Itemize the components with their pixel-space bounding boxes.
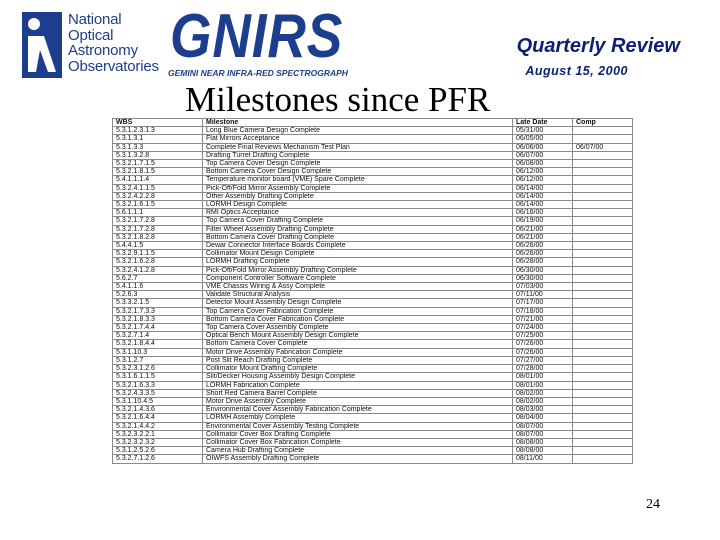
cell-late-date: 07/24/00 — [513, 324, 573, 332]
cell-milestone: Long Blue Camera Design Complete — [203, 127, 513, 135]
cell-comp — [573, 233, 633, 241]
org-line: Astronomy — [68, 42, 138, 59]
cell-late-date: 07/26/00 — [513, 348, 573, 356]
column-header-comp: Comp — [573, 119, 633, 127]
cell-wbs: 5.4.4.1.5 — [113, 242, 203, 250]
cell-wbs: 5.3.2.4.3.3.5 — [113, 389, 203, 397]
cell-milestone: Slit/Decker Housing Assembly Design Complete — [203, 373, 513, 381]
cell-wbs: 5.2.6.3 — [113, 291, 203, 299]
gnirs-logo: GNIRS — [170, 2, 344, 71]
cell-comp — [573, 201, 633, 209]
cell-late-date: 08/02/00 — [513, 389, 573, 397]
cell-comp — [573, 242, 633, 250]
table-body — [113, 127, 633, 463]
cell-comp — [573, 324, 633, 332]
cell-comp — [573, 414, 633, 422]
cell-milestone: Flat Mirrors Acceptance — [203, 135, 513, 143]
cell-wbs: 5.3.2.4.1.1.5 — [113, 184, 203, 192]
cell-wbs: 5.3.2.1.7.3.3 — [113, 307, 203, 315]
cell-wbs: 5.3.2.4.1.2.8 — [113, 266, 203, 274]
table-row — [113, 356, 633, 364]
table-row — [113, 151, 633, 159]
table-row — [113, 283, 633, 291]
cell-late-date: 08/11/00 — [513, 455, 573, 463]
cell-milestone: LORMH Design Complete — [203, 201, 513, 209]
cell-late-date: 06/12/00 — [513, 176, 573, 184]
cell-milestone: Post Slit Reach Drafting Complete — [203, 356, 513, 364]
cell-late-date: 06/16/00 — [513, 209, 573, 217]
cell-milestone: Optical Bench Mount Assembly Design Complete — [203, 332, 513, 340]
cell-wbs: 5.3.2.1.4.3.6 — [113, 406, 203, 414]
table-row — [113, 438, 633, 446]
cell-late-date: 08/03/00 — [513, 406, 573, 414]
cell-late-date: 06/14/00 — [513, 201, 573, 209]
slide-title: Milestones since PFR — [185, 80, 491, 119]
table-row — [113, 381, 633, 389]
org-line: Observatories — [68, 57, 159, 75]
cell-wbs: 5.3.2.9.1.1.5 — [113, 250, 203, 258]
cell-late-date: 06/19/00 — [513, 217, 573, 225]
table-row — [113, 233, 633, 241]
cell-wbs: 5.3.1.3.1 — [113, 135, 203, 143]
cell-late-date: 06/26/00 — [513, 250, 573, 258]
cell-wbs: 5.3.1.2.7 — [113, 356, 203, 364]
table-row — [113, 184, 633, 192]
cell-comp — [573, 340, 633, 348]
cell-milestone: Collimator Mount Design Complete — [203, 250, 513, 258]
cell-comp — [573, 176, 633, 184]
organization-name — [68, 12, 159, 74]
cell-wbs: 5.3.2.3.2.3.2 — [113, 438, 203, 446]
cell-wbs: 5.3.2.1.7.4.4 — [113, 324, 203, 332]
table-row — [113, 168, 633, 176]
gnirs-logo-subtitle: GEMINI NEAR INFRA-RED SPECTROGRAPH — [168, 68, 348, 78]
cell-comp — [573, 266, 633, 274]
table-row — [113, 258, 633, 266]
cell-comp — [573, 184, 633, 192]
cell-late-date: 06/08/00 — [513, 160, 573, 168]
table-row — [113, 160, 633, 168]
table-row — [113, 430, 633, 438]
cell-milestone: RMI Optics Acceptance — [203, 209, 513, 217]
cell-milestone: LORMH Assembly Complete — [203, 414, 513, 422]
cell-comp — [573, 307, 633, 315]
table-row — [113, 127, 633, 135]
cell-late-date: 06/05/00 — [513, 135, 573, 143]
table-row — [113, 201, 633, 209]
table-row — [113, 291, 633, 299]
column-header-late-date: Late Date — [513, 119, 573, 127]
cell-milestone: Bottom Camera Cover Fabrication Complete — [203, 315, 513, 323]
cell-comp — [573, 373, 633, 381]
table-row — [113, 365, 633, 373]
table-row — [113, 242, 633, 250]
table-row — [113, 455, 633, 463]
cell-milestone: Pick-Off/Fold Mirror Assembly Drafting Complete — [203, 266, 513, 274]
cell-milestone: Bottom Camera Cover Complete — [203, 340, 513, 348]
cell-wbs: 5.3.2.1.4.4.2 — [113, 422, 203, 430]
cell-milestone: LORMH Fabrication Complete — [203, 381, 513, 389]
cell-milestone: Other Assembly Drafting Complete — [203, 192, 513, 200]
cell-wbs: 5.3.1.2.5.2.6 — [113, 447, 203, 455]
cell-late-date: 08/01/00 — [513, 373, 573, 381]
cell-milestone: Motor Drive Assembly Fabrication Complete — [203, 348, 513, 356]
cell-wbs: 5.3.2.1.6.3.3 — [113, 381, 203, 389]
cell-wbs: 5.3.1.10.4.5 — [113, 397, 203, 405]
cell-comp — [573, 447, 633, 455]
cell-comp — [573, 299, 633, 307]
cell-wbs: 5.3.3.2.1.5 — [113, 299, 203, 307]
cell-comp — [573, 274, 633, 282]
cell-wbs: 5.3.1.10.3 — [113, 348, 203, 356]
table-row — [113, 414, 633, 422]
cell-milestone: Collimator Cover Box Fabrication Complete — [203, 438, 513, 446]
cell-comp — [573, 315, 633, 323]
cell-late-date: 08/02/00 — [513, 397, 573, 405]
cell-wbs: 5.4.1.1.1.4 — [113, 176, 203, 184]
cell-wbs: 5.3.2.7.1.2.6 — [113, 455, 203, 463]
cell-milestone: Filter Wheel Assembly Drafting Complete — [203, 225, 513, 233]
column-header-milestone: Milestone — [203, 119, 513, 127]
table-row — [113, 209, 633, 217]
cell-comp — [573, 192, 633, 200]
cell-comp — [573, 283, 633, 291]
cell-wbs: 5.6.2.7 — [113, 274, 203, 282]
table-row — [113, 348, 633, 356]
cell-wbs: 5.3.2.1.8.4.4 — [113, 340, 203, 348]
cell-late-date: 08/08/00 — [513, 447, 573, 455]
table-row — [113, 176, 633, 184]
table-row — [113, 447, 633, 455]
cell-late-date: 06/30/00 — [513, 266, 573, 274]
cell-wbs: 5.3.2.1.7.2.8 — [113, 225, 203, 233]
cell-late-date: 08/08/00 — [513, 438, 573, 446]
cell-wbs: 5.3.1.3.2.8 — [113, 151, 203, 159]
cell-comp — [573, 389, 633, 397]
cell-late-date: 07/26/00 — [513, 340, 573, 348]
cell-comp — [573, 381, 633, 389]
table-header-row — [113, 119, 633, 127]
cell-wbs: 5.3.2.1.8.3.3 — [113, 315, 203, 323]
cell-milestone: OIWFS Assembly Drafting Complete — [203, 455, 513, 463]
table-row — [113, 397, 633, 405]
org-line: Optical — [68, 26, 114, 44]
table-row — [113, 217, 633, 225]
table-row — [113, 389, 633, 397]
cell-wbs: 5.3.2.7.1.4 — [113, 332, 203, 340]
cell-milestone: Temperature monitor board (VME) Spare Complete — [203, 176, 513, 184]
cell-late-date: 06/26/00 — [513, 242, 573, 250]
cell-comp — [573, 225, 633, 233]
cell-milestone: Top Camera Cover Drafting Complete — [203, 217, 513, 225]
cell-comp — [573, 422, 633, 430]
cell-comp — [573, 348, 633, 356]
cell-milestone: Collimator Mount Drafting Complete — [203, 365, 513, 373]
cell-milestone: VME Chassis Wiring & Assy Complete — [203, 283, 513, 291]
cell-wbs: 5.3.2.1.6.4.4 — [113, 414, 203, 422]
cell-milestone: Component Controller Software Complete — [203, 274, 513, 282]
cell-milestone: Dewar Connector Interface Boards Complete — [203, 242, 513, 250]
cell-late-date: 07/17/00 — [513, 299, 573, 307]
cell-late-date: 06/14/00 — [513, 184, 573, 192]
cell-milestone: Collimator Cover Box Drafting Complete — [203, 430, 513, 438]
review-title: Quarterly Review — [516, 35, 680, 57]
cell-comp — [573, 430, 633, 438]
cell-late-date: 06/30/00 — [513, 274, 573, 282]
table-row — [113, 192, 633, 200]
cell-wbs: 5.3.2.3.1.2.6 — [113, 365, 203, 373]
table-row — [113, 225, 633, 233]
cell-comp — [573, 151, 633, 159]
table-row — [113, 324, 633, 332]
cell-comp — [573, 438, 633, 446]
cell-comp — [573, 406, 633, 414]
table-row — [113, 340, 633, 348]
table-row — [113, 299, 633, 307]
cell-milestone: Top Camera Cover Assembly Complete — [203, 324, 513, 332]
cell-late-date: 08/01/00 — [513, 381, 573, 389]
cell-wbs: 5.3.2.1.6.1.5 — [113, 201, 203, 209]
cell-comp — [573, 127, 633, 135]
cell-milestone: LORMH Drafting Complete — [203, 258, 513, 266]
noao-logo-icon — [22, 12, 62, 78]
cell-late-date: 07/28/00 — [513, 365, 573, 373]
cell-late-date: 07/11/00 — [513, 291, 573, 299]
table-row — [113, 373, 633, 381]
cell-late-date: 06/14/00 — [513, 192, 573, 200]
cell-comp — [573, 332, 633, 340]
cell-late-date: 07/25/00 — [513, 332, 573, 340]
table-row — [113, 315, 633, 323]
cell-milestone: Complete Final Reviews Mechanism Test Plan — [203, 143, 513, 151]
cell-milestone: Top Camera Cover Design Complete — [203, 160, 513, 168]
table-row — [113, 274, 633, 282]
cell-wbs: 5.3.1.2.3.1.3 — [113, 127, 203, 135]
cell-comp — [573, 250, 633, 258]
table-row — [113, 135, 633, 143]
cell-milestone: Bottom Camera Cover Design Complete — [203, 168, 513, 176]
cell-wbs: 5.3.2.1.8.2.8 — [113, 233, 203, 241]
cell-wbs: 5.3.2.1.8.1.5 — [113, 168, 203, 176]
cell-late-date: 08/07/00 — [513, 430, 573, 438]
cell-milestone: Drafting Turret Drafting Complete — [203, 151, 513, 159]
cell-comp — [573, 356, 633, 364]
cell-comp — [573, 160, 633, 168]
cell-milestone: Short Red Camera Barrel Complete — [203, 389, 513, 397]
cell-milestone: Pick-Off/Fold Mirror Assembly Complete — [203, 184, 513, 192]
cell-wbs: 5.3.2.1.6.2.8 — [113, 258, 203, 266]
cell-wbs: 5.3.2.1.7.2.8 — [113, 217, 203, 225]
cell-comp — [573, 209, 633, 217]
cell-late-date: 07/27/00 — [513, 356, 573, 364]
cell-late-date: 08/04/00 — [513, 414, 573, 422]
table-row — [113, 307, 633, 315]
cell-wbs: 5.3.1.6.1.1.5 — [113, 373, 203, 381]
table-row — [113, 422, 633, 430]
table-row — [113, 406, 633, 414]
cell-late-date: 07/21/00 — [513, 315, 573, 323]
cell-late-date: 07/18/00 — [513, 307, 573, 315]
milestones-table-container — [112, 118, 632, 498]
page-number: 24 — [646, 497, 660, 512]
cell-milestone: Motor Drive Assembly Complete — [203, 397, 513, 405]
cell-late-date: 06/06/00 — [513, 143, 573, 151]
column-header-wbs: WBS — [113, 119, 203, 127]
table-row — [113, 266, 633, 274]
milestones-table — [112, 118, 633, 464]
cell-late-date: 06/21/00 — [513, 233, 573, 241]
cell-wbs: 5.3.2.1.7.1.5 — [113, 160, 203, 168]
cell-milestone: Top Camera Cover Fabrication Complete — [203, 307, 513, 315]
review-date: August 15, 2000 — [525, 64, 628, 78]
cell-late-date: 06/07/00 — [513, 151, 573, 159]
cell-comp — [573, 291, 633, 299]
cell-milestone: Environmental Cover Assembly Testing Complete — [203, 422, 513, 430]
cell-wbs: 5.6.1.1.1 — [113, 209, 203, 217]
org-line: National — [68, 11, 122, 28]
cell-wbs: 5.3.1.3.3 — [113, 143, 203, 151]
cell-milestone: Bottom Camera Cover Drafting Complete — [203, 233, 513, 241]
cell-late-date: 06/28/00 — [513, 258, 573, 266]
cell-milestone: Environmental Cover Assembly Fabrication Complete — [203, 406, 513, 414]
cell-wbs: 5.4.1.1.6 — [113, 283, 203, 291]
cell-comp: 06/07/00 — [573, 143, 633, 151]
cell-milestone: Detector Mount Assembly Design Complete — [203, 299, 513, 307]
cell-comp — [573, 217, 633, 225]
table-row — [113, 143, 633, 151]
cell-milestone: Validate Structural Analysis — [203, 291, 513, 299]
table-row — [113, 250, 633, 258]
cell-late-date: 06/21/00 — [513, 225, 573, 233]
cell-wbs: 5.3.2.4.2.2.8 — [113, 192, 203, 200]
cell-late-date: 05/31/00 — [513, 127, 573, 135]
cell-comp — [573, 365, 633, 373]
cell-comp — [573, 135, 633, 143]
cell-wbs: 5.3.2.3.2.2.1 — [113, 430, 203, 438]
cell-late-date: 08/07/00 — [513, 422, 573, 430]
cell-comp — [573, 397, 633, 405]
cell-comp — [573, 455, 633, 463]
cell-milestone: Camera Hub Drafting Complete — [203, 447, 513, 455]
table-row — [113, 332, 633, 340]
cell-comp — [573, 258, 633, 266]
cell-late-date: 06/12/00 — [513, 168, 573, 176]
cell-late-date: 07/03/00 — [513, 283, 573, 291]
cell-comp — [573, 168, 633, 176]
